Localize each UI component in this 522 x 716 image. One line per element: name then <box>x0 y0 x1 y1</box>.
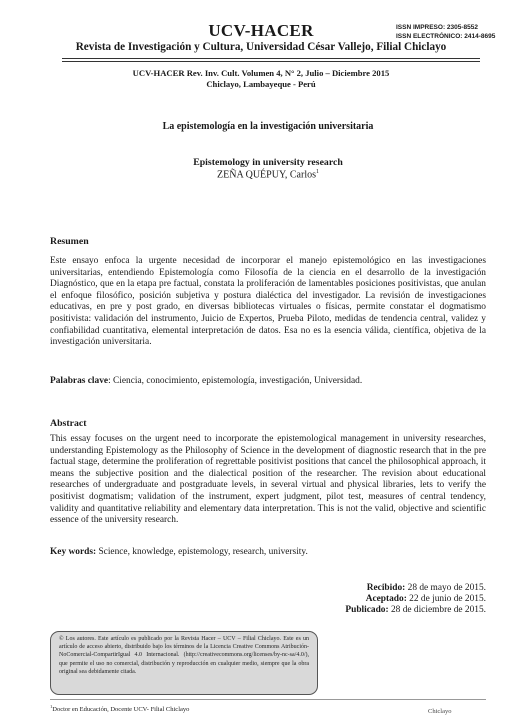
resumen-body: Este ensayo enfoca la urgente necesidad de incorporar el manejo epistemológico en las investigaciones universitarias, entendiendo Epistemología como Filosofía de la ciencia en el desarrollo de la investigación Diagnóstico, que en la etapa pre factual, constata la proliferación de lamentables posiciones positivistas, que anulan el enfoque filosófico, posición subjetiva y postura dialéctica del investigador. La revisión de investigaciones educativas, en pre y post grado, en diversas bibliotecas virtuales o físicas, permite constatar el dogmatismo positivista: validación del instrumento, Juicio de Expertos, Prueba Piloto, medidas de tendencia central, validez y confiabilidad cuantitativa, elemental interpretación de datos. Esa no es la esencia válida, científica, objetiva de la investigación universitaria. <box>50 256 486 348</box>
license-box <box>50 631 318 695</box>
accepted-label: Aceptado: <box>365 594 407 605</box>
published-value: 28 de diciembre de 2015. <box>388 605 486 616</box>
published-date <box>300 605 486 616</box>
keywords-en-label: Key words: <box>50 547 97 557</box>
keywords-es-label: Palabras clave <box>50 376 109 386</box>
footnote-rule <box>50 699 486 700</box>
abstract-heading: Abstract <box>50 418 87 429</box>
article-title: La epistemología en la investigación universitaria <box>162 121 374 132</box>
received-value: 28 de mayo de 2015. <box>405 583 486 593</box>
published-label: Publicado: <box>345 605 389 616</box>
footnote <box>50 704 189 713</box>
footnote-mark: 1 <box>50 704 53 709</box>
english-title: Epistemology in university research <box>193 157 343 168</box>
journal-subtitle: Revista de Investigación y Cultura, Universidad César Vallejo, Filial Chiclayo <box>75 41 447 53</box>
keywords-es <box>50 376 362 386</box>
issn-print: ISSN IMPRESO: 2305-8552 <box>396 24 479 31</box>
page-fragment: Chiclayo <box>428 708 452 715</box>
abstract-body: This essay focuses on the urgent need to incorporate the epistemological management in university researches, understanding Epistemology as the Philosophy of Science in the development of diagnostic research that in the pre factual stage, determine the proliferation of regrettable positivist positions that cancel the philosophical approach, it means the subjective position and the dialectical position of the researcher. The revision about educational researches of undergraduate and postgraduate levels, in several virtual and physical libraries, lets to verify the positivist dogmatism; validation of the instrument, expert judgment, pilot test, measures of central tendency, validity and quantitative reliability and elementary data interpretation. This is not the valid, objective and scientific essence of the university research. <box>50 434 486 526</box>
resumen-heading: Resumen <box>50 236 89 247</box>
footnote-text: Doctor en Educación, Docente UCV- Filial Chiclayo <box>52 706 190 714</box>
publication-dates <box>300 583 486 617</box>
accepted-date <box>300 594 486 605</box>
citation-location: Chiclayo, Lambayeque - Perú <box>206 79 316 89</box>
license-text: © Los autores. Este artículo es publicado por la Revista Hacer – UCV – Filial Chiclayo. Este es un artículo de acceso abierto, distribuido bajo los términos de la Licencia Creative Commons Atribución-NoComercial-CompartirIgual 4.0 Internacional. (http://creativecommons.org/licenses/by-nc-sa/4.0/), que permite el uso no comercial, distribución y reproducción en cualquier medio, siempre que la obra original sea debidamente citada. <box>59 636 309 675</box>
author-name: ZEÑA QUÉPUY, Carlos <box>217 169 316 181</box>
keywords-en-text: Science, knowledge, epistemology, research, university. <box>96 547 308 557</box>
keywords-es-text: : Ciencia, conocimiento, epistemología, investigación, Universidad. <box>108 376 363 386</box>
header-rule <box>62 61 480 62</box>
author-line <box>0 169 522 180</box>
received-label: Recibido: <box>366 583 406 593</box>
journal-title: UCV-HACER <box>208 21 314 40</box>
keywords-en <box>50 547 308 557</box>
issn-electronic: ISSN ELECTRÓNICO: 2414-8695 <box>396 33 496 40</box>
received-date <box>300 583 486 594</box>
citation-line: UCV-HACER Rev. Inv. Cult. Volumen 4, N° 2, Julio – Diciembre 2015 <box>132 68 390 78</box>
accepted-value: 22 de junio de 2015. <box>406 594 486 605</box>
header-rule <box>62 58 480 59</box>
author-note-mark: 1 <box>315 169 319 175</box>
